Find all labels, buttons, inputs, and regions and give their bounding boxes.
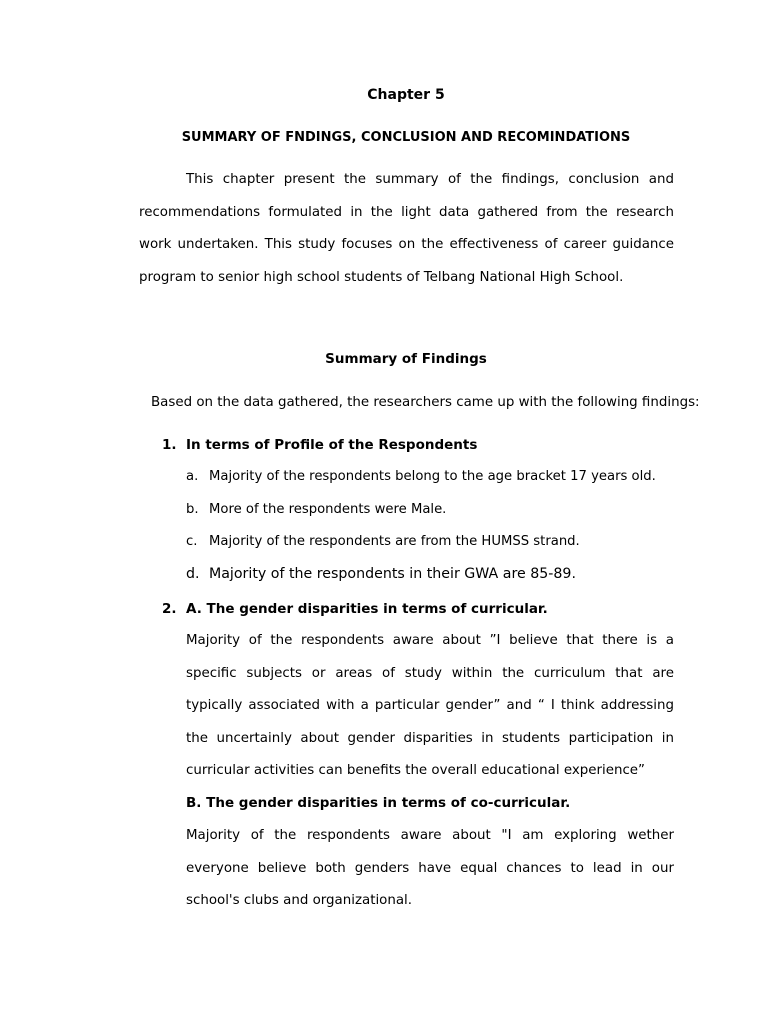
subitem-letter: d.: [186, 566, 200, 582]
finding-1-number: 1.: [162, 437, 177, 453]
finding-1-title: In terms of Profile of the Respondents: [186, 437, 478, 453]
finding-2b-paragraph: Majority of the respondents aware about "I am exploring wether everyone believe both genders have equal chances to lead in our school's clubs and organizational.: [186, 828, 674, 908]
subitem-letter: c.: [186, 534, 198, 549]
finding-1-subitem-c: [186, 534, 580, 549]
subitem-letter: b.: [186, 502, 199, 517]
subitem-text: More of the respondents were Male.: [209, 502, 447, 517]
finding-2b-heading: B. The gender disparities in terms of co-curricular.: [186, 795, 571, 811]
subitem-letter: a.: [186, 469, 199, 484]
finding-2a-paragraph: Majority of the respondents aware about ”I believe that there is a specific subjects or areas of study within the curriculum that are typically associated with a particular gender” and “ I think addressing the uncertainly about gender disparities in students participation in curricular activities can benefits the overall educational experience”: [186, 633, 674, 778]
finding-1-subitem-a: [186, 469, 656, 484]
finding-1-heading: [162, 437, 477, 453]
finding-2-title: A. The gender disparities in terms of curricular.: [186, 601, 548, 617]
finding-1-subitem-b: [186, 502, 446, 517]
finding-2-heading: [162, 601, 548, 617]
chapter-title: SUMMARY OF FNDINGS, CONCLUSION AND RECOMINDATIONS: [181, 130, 631, 145]
finding-1-subitem-d: [186, 566, 576, 582]
lead-sentence: Based on the data gathered, the researchers came up with the following findings:: [151, 395, 700, 410]
subitem-text: Majority of the respondents belong to the age bracket 17 years old.: [209, 469, 656, 484]
chapter-label: Chapter 5: [367, 87, 445, 103]
subitem-text: Majority of the respondents are from the HUMSS strand.: [209, 534, 580, 549]
subitem-text: Majority of the respondents in their GWA are 85-89.: [209, 566, 576, 582]
finding-2-number: 2.: [162, 601, 177, 617]
intro-paragraph: This chapter present the summary of the findings, conclusion and recommendations formulated in the light data gathered from the research work undertaken. This study focuses on the effectiveness of career guidance program to senior high school students of Telbang National High School.: [139, 172, 674, 285]
summary-heading: Summary of Findings: [325, 351, 487, 367]
